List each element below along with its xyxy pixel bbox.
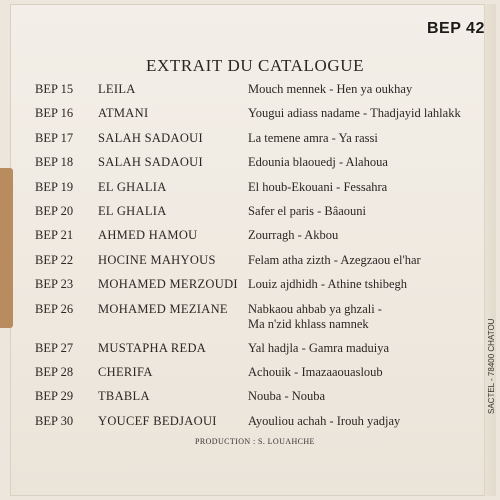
catalogue-number: BEP 18 [35, 155, 74, 170]
artist-name: YOUCEF BEDJAOUI [98, 413, 217, 428]
catalogue-number: BEP 29 [35, 389, 74, 404]
song-titles [248, 414, 455, 429]
list-item [35, 253, 455, 277]
song-titles [248, 180, 455, 195]
artist-name: SALAH SADAOUI [98, 155, 203, 170]
catalogue-number: BEP 20 [35, 203, 74, 218]
catalogue-number: BEP 17 [35, 130, 74, 145]
list-item [35, 414, 455, 438]
song-titles [248, 228, 455, 243]
catalogue-number: BEP 19 [35, 179, 74, 194]
sleeve-spine-edge [484, 4, 496, 496]
song-line: Edounia blaouedj - Alahoua [248, 155, 388, 170]
song-line: Nouba - Nouba [248, 389, 326, 404]
song-line: Yougui adiass nadame - Thadjayid lahlakk [248, 106, 461, 121]
song-titles [248, 277, 455, 292]
catalogue-number: BEP 30 [35, 413, 74, 428]
song-line: El houb-Ekouani - Fessahra [248, 179, 388, 194]
catalogue-number: BEP 21 [35, 228, 74, 243]
song-line: Ma n'zid khlass namnek [248, 316, 369, 331]
artist-name: LEILA [98, 82, 136, 96]
list-item [35, 389, 455, 413]
artist-name: CHERIFA [98, 364, 153, 379]
catalogue-number: BEP 23 [35, 277, 74, 292]
song-line: Achouik - Imazaaouasloub [248, 364, 383, 379]
list-item [35, 106, 461, 130]
list-item [35, 302, 455, 341]
list-item [35, 180, 455, 204]
song-titles [248, 365, 455, 380]
catalogue-number: BEP 27 [35, 340, 74, 355]
song-titles [248, 341, 455, 356]
list-item [35, 228, 455, 252]
song-line: Ayouliou achah - Irouh yadjay [248, 413, 401, 428]
production-credit: PRODUCTION : S. LOUAHCHE [195, 437, 315, 446]
printer-credit: SACTEL - 78400 CHATOU [487, 318, 496, 414]
artist-name: EL GHALIA [98, 203, 167, 218]
artist-name: TBABLA [98, 389, 150, 404]
list-item [35, 204, 455, 228]
song-titles [248, 82, 455, 97]
page-title: EXTRAIT DU CATALOGUE [146, 56, 365, 75]
artist-name: SALAH SADAOUI [98, 130, 203, 145]
song-line: Zourragh - Akbou [248, 228, 339, 243]
catalogue-number: BEP 22 [35, 252, 74, 267]
song-line: Mouch mennek - Hen ya oukhay [248, 82, 413, 96]
song-line: Safer el paris - Bâaouni [248, 203, 367, 218]
song-titles [248, 204, 455, 219]
catalogue-number: BEP 28 [35, 364, 74, 379]
song-titles [248, 253, 455, 268]
catalogue-list [35, 82, 461, 438]
catalogue-number: BEP 26 [35, 301, 74, 316]
catalogue-number: BEP 15 [35, 82, 74, 96]
inner-sleeve-tab [0, 168, 13, 328]
song-titles [248, 389, 455, 404]
catalogue-reference: BEP 42 [427, 20, 485, 37]
list-item [35, 277, 455, 301]
song-line: Nabkaou ahbab ya ghzali - [248, 301, 382, 316]
song-line: Louiz ajdhidh - Athine tshibegh [248, 277, 408, 292]
artist-name: MOHAMED MEZIANE [98, 301, 228, 316]
song-titles [248, 155, 455, 170]
song-titles [248, 131, 455, 146]
artist-name: EL GHALIA [98, 179, 167, 194]
list-item [35, 155, 455, 179]
song-line: Felam atha zizth - Azegzaou el'har [248, 252, 421, 267]
list-item [35, 341, 455, 365]
list-item [35, 82, 455, 106]
catalogue-number: BEP 16 [35, 106, 74, 121]
artist-name: HOCINE MAHYOUS [98, 252, 216, 267]
song-titles [248, 302, 455, 332]
artist-name: MUSTAPHA REDA [98, 340, 207, 355]
artist-name: ATMANI [98, 106, 149, 121]
list-item [35, 365, 455, 389]
song-line: Yal hadjla - Gamra maduiya [248, 340, 390, 355]
list-item [35, 131, 455, 155]
artist-name: AHMED HAMOU [98, 228, 198, 243]
song-line: La temene amra - Ya rassi [248, 130, 378, 145]
song-titles [248, 106, 461, 121]
artist-name: MOHAMED MERZOUDI [98, 277, 238, 292]
